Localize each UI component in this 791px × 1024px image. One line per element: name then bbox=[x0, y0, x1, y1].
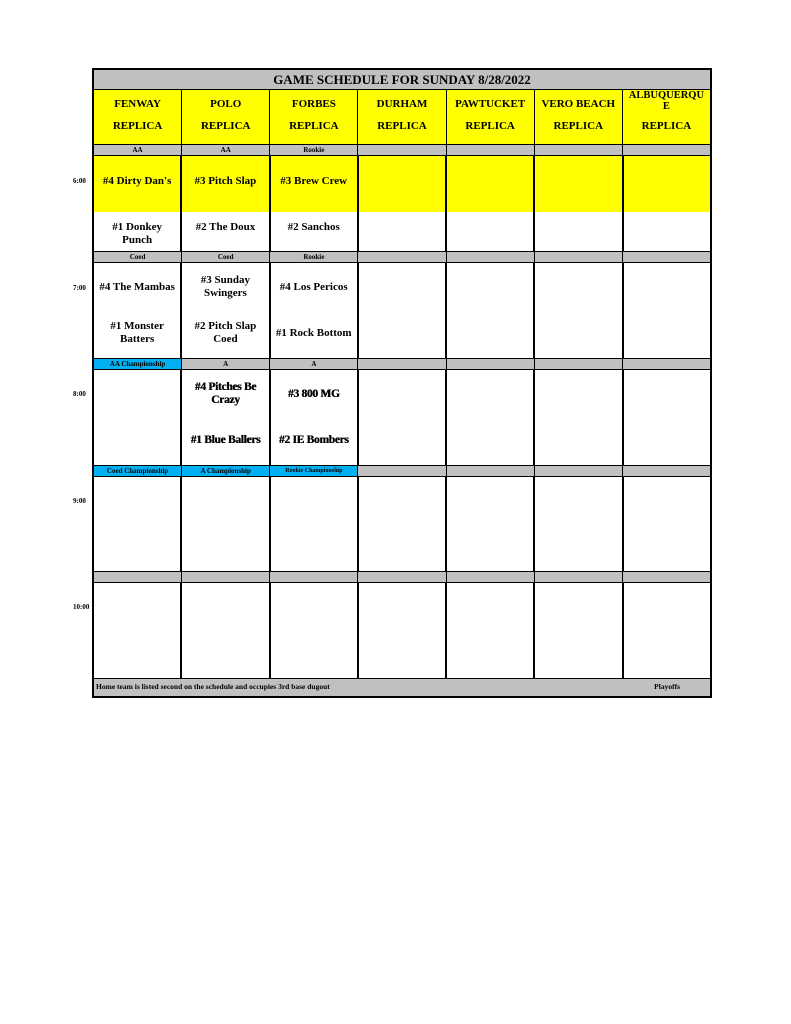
away-team: #4 Dirty Dan's bbox=[102, 175, 172, 187]
game-cell bbox=[447, 477, 535, 571]
game-cell bbox=[271, 263, 359, 358]
game-cell bbox=[271, 156, 359, 251]
division-band-9 bbox=[94, 465, 710, 477]
away-team: #3 Pitch Slap bbox=[194, 175, 257, 187]
time-label-7: 7:00 bbox=[73, 284, 86, 292]
division-band-10 bbox=[94, 571, 710, 583]
division-label bbox=[623, 572, 710, 582]
time-label-10: 10:00 bbox=[73, 603, 90, 611]
time-label-9: 9:00 bbox=[73, 497, 86, 505]
game-cell bbox=[94, 477, 182, 571]
division-label bbox=[358, 359, 446, 369]
game-cell bbox=[94, 156, 182, 251]
division-band-8 bbox=[94, 358, 710, 370]
home-team: #2 Sanchos bbox=[287, 221, 340, 233]
game-cell bbox=[535, 263, 623, 358]
away-team: #4 The Mambas bbox=[99, 281, 175, 293]
division-label bbox=[535, 145, 623, 155]
game-cell bbox=[271, 370, 359, 465]
game-cell bbox=[535, 156, 623, 251]
game-cell bbox=[447, 583, 535, 678]
division-label bbox=[623, 466, 710, 476]
field-name: POLO bbox=[210, 98, 242, 110]
game-cell bbox=[624, 583, 710, 678]
division-label: Coed bbox=[94, 252, 182, 262]
field-type: REPLICA bbox=[465, 120, 515, 132]
game-slot-7 bbox=[94, 263, 710, 358]
game-cell bbox=[535, 583, 623, 678]
division-label: A bbox=[182, 359, 270, 369]
game-cell bbox=[535, 370, 623, 465]
home-team: #2 The Doux bbox=[195, 221, 256, 233]
game-cell bbox=[624, 477, 710, 571]
away-team: #3 Sunday Swingers bbox=[200, 274, 251, 299]
division-label bbox=[535, 359, 623, 369]
game-slot-9 bbox=[94, 477, 710, 571]
home-team-note: Home team is listed second on the schedule and occupies 3rd base dugout bbox=[96, 682, 330, 691]
home-team: #2 Pitch Slap Coed bbox=[194, 320, 257, 345]
division-label: AA Championship bbox=[94, 359, 182, 369]
game-cell bbox=[182, 477, 270, 571]
division-label: AA bbox=[94, 145, 182, 155]
division-label bbox=[358, 466, 446, 476]
game-cell bbox=[535, 477, 623, 571]
division-label bbox=[270, 572, 358, 582]
time-label-6: 6:00 bbox=[73, 177, 86, 185]
division-label: Coed Championship bbox=[94, 466, 182, 476]
away-team: #3 800 MG bbox=[287, 388, 340, 400]
division-label bbox=[447, 145, 535, 155]
field-type: REPLICA bbox=[200, 120, 251, 132]
field-type: REPLICA bbox=[641, 120, 692, 132]
field-name: FORBES bbox=[291, 98, 336, 110]
game-cell bbox=[624, 263, 710, 358]
game-cell bbox=[359, 583, 447, 678]
field-name: PAWTUCKET bbox=[455, 98, 526, 110]
division-label bbox=[182, 572, 270, 582]
division-label bbox=[623, 359, 710, 369]
game-cell bbox=[94, 583, 182, 678]
game-cell bbox=[447, 156, 535, 251]
game-cell bbox=[94, 370, 182, 465]
field-name: ALBUQUERQU E bbox=[628, 90, 705, 112]
division-label bbox=[358, 252, 446, 262]
game-cell bbox=[271, 477, 359, 571]
game-slot-8 bbox=[94, 370, 710, 465]
division-label bbox=[447, 252, 535, 262]
division-label bbox=[623, 145, 710, 155]
division-label bbox=[535, 572, 623, 582]
game-cell bbox=[182, 370, 270, 465]
game-cell bbox=[624, 156, 710, 251]
game-cell bbox=[182, 263, 270, 358]
division-label bbox=[447, 466, 535, 476]
home-team: #1 Donkey Punch bbox=[112, 221, 163, 246]
game-cell bbox=[359, 477, 447, 571]
schedule-sheet bbox=[92, 68, 712, 698]
division-label bbox=[358, 145, 446, 155]
schedule-footer bbox=[94, 678, 710, 696]
field-type: REPLICA bbox=[289, 120, 339, 132]
game-cell bbox=[182, 156, 270, 251]
game-cell bbox=[447, 370, 535, 465]
division-band-6 bbox=[94, 144, 710, 156]
division-label: Rookie bbox=[270, 252, 358, 262]
game-cell bbox=[271, 583, 359, 678]
home-team: #1 Monster Batters bbox=[110, 320, 164, 345]
game-cell bbox=[624, 370, 710, 465]
home-team: #1 Rock Bottom bbox=[275, 327, 352, 339]
game-slot-10 bbox=[94, 583, 710, 678]
division-label: A bbox=[270, 359, 358, 369]
away-team: #3 Brew Crew bbox=[280, 175, 348, 187]
game-cell bbox=[447, 263, 535, 358]
game-cell bbox=[359, 263, 447, 358]
field-type: REPLICA bbox=[112, 120, 163, 132]
division-label: Coed bbox=[182, 252, 270, 262]
game-slot-6 bbox=[94, 156, 710, 251]
home-team: #1 Blue Ballers bbox=[190, 434, 261, 446]
schedule-title: GAME SCHEDULE FOR SUNDAY 8/28/2022 bbox=[94, 70, 710, 90]
division-band-7 bbox=[94, 251, 710, 263]
time-label-8: 8:00 bbox=[73, 390, 86, 398]
division-label bbox=[447, 359, 535, 369]
field-type: REPLICA bbox=[553, 120, 604, 132]
division-label bbox=[535, 466, 623, 476]
playoffs-label: Playoffs bbox=[654, 682, 680, 691]
division-label: A Championship bbox=[182, 466, 270, 476]
division-label bbox=[535, 252, 623, 262]
away-team: #4 Los Pericos bbox=[279, 281, 348, 293]
division-label bbox=[447, 572, 535, 582]
away-team: #4 Pitches Be Crazy bbox=[194, 381, 257, 406]
division-label bbox=[358, 572, 446, 582]
division-label: AA bbox=[182, 145, 270, 155]
division-label: Rookie bbox=[270, 145, 358, 155]
division-label bbox=[623, 252, 710, 262]
game-cell bbox=[359, 370, 447, 465]
division-label: Rookie Championship bbox=[270, 466, 358, 476]
game-cell bbox=[359, 156, 447, 251]
division-label bbox=[94, 572, 182, 582]
home-team: #2 IE Bombers bbox=[278, 434, 349, 446]
field-name: VERO BEACH bbox=[541, 98, 616, 110]
field-type: REPLICA bbox=[377, 120, 427, 132]
field-name: FENWAY bbox=[114, 98, 161, 110]
game-cell bbox=[94, 263, 182, 358]
game-cell bbox=[182, 583, 270, 678]
field-name: DURHAM bbox=[376, 98, 428, 110]
